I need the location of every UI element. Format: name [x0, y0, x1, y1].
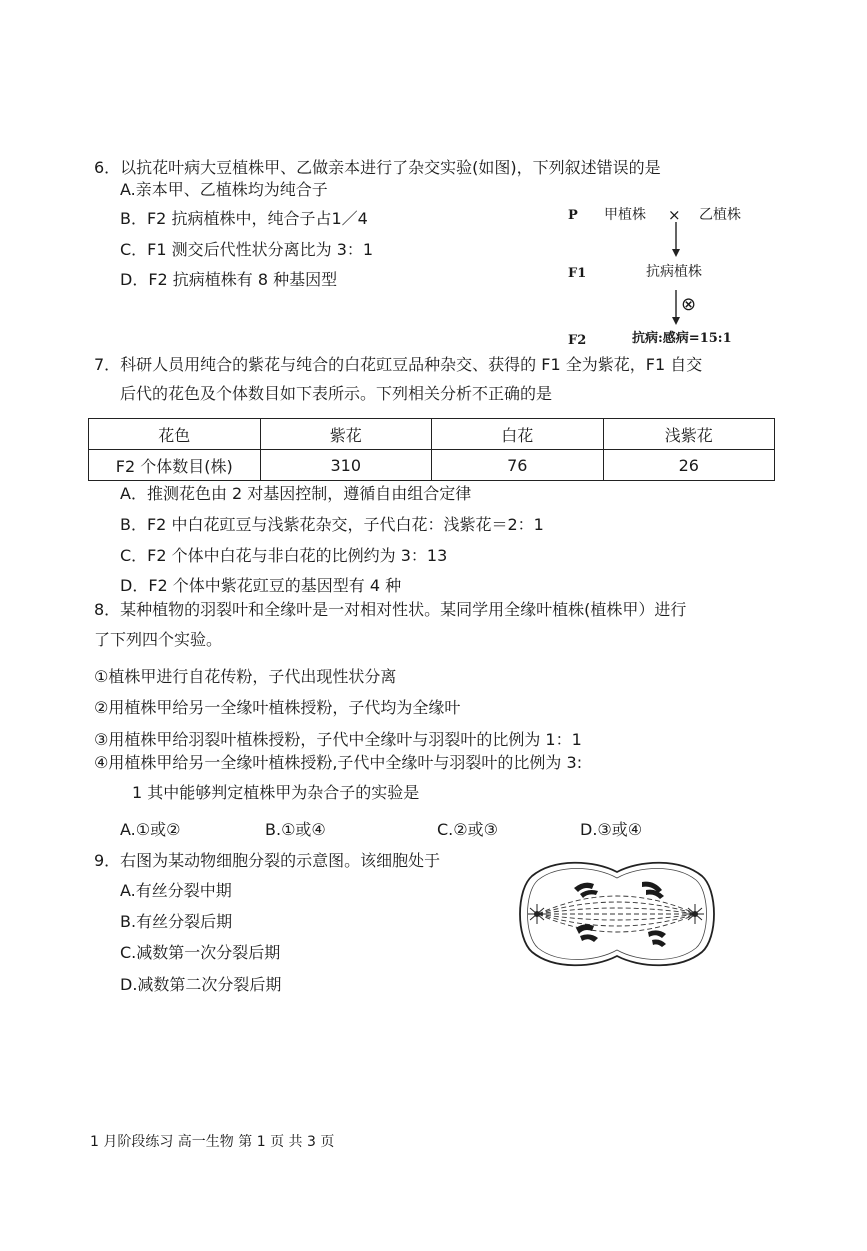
q6-stem: 6．以抗花叶病大豆植株甲、乙做亲本进行了杂交实验(如图)，下列叙述错误的是 [94, 158, 661, 177]
table-cell: F2 个体数目(株) [89, 450, 261, 481]
q8-option-d: D.③或④ [580, 820, 643, 839]
parent-2: 乙植株 [699, 207, 741, 223]
q6-option-a: A.亲本甲、乙植株均为纯合子 [120, 180, 328, 199]
q7-option-d: D．F2 个体中紫花豇豆的基因型有 4 种 [120, 576, 402, 595]
q8-stem-line-1: 8．某种植物的羽裂叶和全缘叶是一对相对性状。某同学用全缘叶植株(植株甲）进行 [94, 600, 687, 619]
generation-p-label: P [568, 208, 578, 223]
table-cell: 紫花 [260, 419, 432, 450]
arrow-down-icon [670, 222, 682, 258]
q9-stem: 9．右图为某动物细胞分裂的示意图。该细胞处于 [94, 851, 441, 870]
q8-experiment-1: ①植株甲进行自花传粉，子代出现性状分离 [94, 667, 397, 686]
page-footer: 1 月阶段练习 高一生物 第 1 页 共 3 页 [90, 1134, 335, 1150]
table-cell: 76 [432, 450, 604, 481]
parent-1: 甲植株 [604, 207, 646, 223]
q7-option-c: C．F2 个体中白花与非白花的比例约为 3：13 [120, 546, 448, 565]
f1-offspring: 抗病植株 [646, 264, 702, 280]
q6-option-c: C．F1 测交后代性状分离比为 3：1 [120, 240, 374, 259]
table-cell: 白花 [432, 419, 604, 450]
q8-option-c: C.②或③ [437, 820, 498, 839]
table-row [89, 450, 775, 481]
q9-option-d: D.减数第二次分裂后期 [120, 975, 282, 994]
table-cell: 花色 [89, 419, 261, 450]
q8-stem-line-2: 了下列四个实验。 [94, 630, 223, 649]
q8-experiment-4: ④用植株甲给另一全缘叶植株授粉,子代中全缘叶与羽裂叶的比例为 3: [94, 753, 583, 772]
q8-experiment-2: ②用植株甲给另一全缘叶植株授粉，子代均为全缘叶 [94, 698, 461, 717]
q8-continuation: 1 其中能够判定植株甲为杂合子的实验是 [132, 783, 420, 802]
q7-option-a: A．推测花色由 2 对基因控制，遵循自由组合定律 [120, 484, 472, 503]
flower-color-table [88, 418, 775, 481]
q8-experiment-3: ③用植株甲给羽裂叶植株授粉，子代中全缘叶与羽裂叶的比例为 1：1 [94, 730, 582, 749]
table-cell: 26 [603, 450, 775, 481]
q7-stem-line-1: 7．科研人员用纯合的紫花与纯合的白花豇豆品种杂交、获得的 F1 全为紫花，F1 自交 [94, 355, 703, 374]
dividing-cell-illustration [514, 858, 720, 970]
q6-option-d: D．F2 抗病植株有 8 种基因型 [120, 270, 338, 289]
q9-option-c: C.减数第一次分裂后期 [120, 943, 281, 962]
table-header-row [89, 419, 775, 450]
q6-option-b: B．F2 抗病植株中，纯合子占1／4 [120, 209, 368, 228]
generation-f2-label: F2 [568, 333, 587, 348]
q8-option-b: B.①或④ [265, 820, 326, 839]
q9-option-a: A.有丝分裂中期 [120, 881, 232, 900]
q7-option-b: B．F2 中白花豇豆与浅紫花杂交，子代白花：浅紫花＝2：1 [120, 515, 544, 534]
table-cell: 浅紫花 [603, 419, 775, 450]
table-cell: 310 [260, 450, 432, 481]
q8-option-a: A.①或② [120, 820, 181, 839]
f2-ratio: 抗病:感病=15:1 [632, 331, 732, 346]
generation-f1-label: F1 [568, 266, 587, 281]
cross-sign: × [668, 206, 681, 224]
q9-option-b: B.有丝分裂后期 [120, 912, 233, 931]
q7-stem-line-2: 后代的花色及个体数目如下表所示。下列相关分析不正确的是 [120, 384, 553, 403]
selfing-symbol-icon: ⊗ [681, 294, 697, 315]
